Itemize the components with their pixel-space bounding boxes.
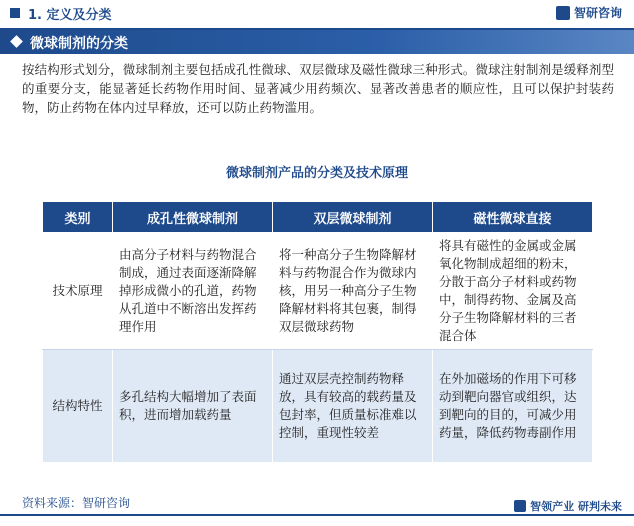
footer-logo-icon bbox=[514, 500, 526, 512]
row-category: 技术原理 bbox=[43, 233, 113, 350]
table-row bbox=[43, 233, 593, 350]
cell-magnetic: 在外加磁场的作用下可移动到靶向器官或组织，达到靶向的目的，可减少用药量，降低药物毒副作用 bbox=[433, 350, 593, 463]
brand-name: 智研咨询 bbox=[573, 6, 622, 20]
brand-logo bbox=[556, 4, 622, 21]
header-category: 类别 bbox=[43, 202, 113, 233]
diamond-icon bbox=[10, 35, 23, 48]
section-title-bar bbox=[0, 30, 634, 54]
cell-porous: 多孔结构大幅增加了表面积，进而增加载药量 bbox=[113, 350, 273, 463]
row-category: 结构特性 bbox=[43, 350, 113, 463]
bottom-divider bbox=[0, 514, 634, 516]
classification-table bbox=[42, 201, 593, 463]
brand-logo-icon bbox=[556, 6, 570, 20]
footer-slogan: 智领产业 研判未来 bbox=[530, 500, 622, 513]
section-title: 微球制剂的分类 bbox=[30, 36, 128, 52]
source-note: 资料来源：智研咨询 bbox=[22, 496, 131, 510]
cell-porous: 由高分子材料与药物混合制成，通过表面逐渐降解掉形成微小的孔道，药物从孔道中不断溶出发挥药理作用 bbox=[113, 233, 273, 350]
header-porous: 成孔性微球制剂 bbox=[113, 202, 273, 233]
intro-paragraph: 按结构形式划分，微球制剂主要包括成孔性微球、双层微球及磁性微球三种形式。微球注射制剂是缓释剂型的重要分支，能显著延长药物作用时间、显著减少用药频次、显著改善患者的顺应性，且可以保护封装药物，防止药物在体内过早释放，还可以防止药物滥用。 bbox=[22, 62, 614, 115]
top-header bbox=[0, 0, 634, 30]
section-label: 1. 定义及分类 bbox=[28, 8, 112, 23]
table-row bbox=[43, 350, 593, 463]
cell-double-layer: 通过双层壳控制药物释放，具有较高的载药量及包封率，但质量标准难以控制，重现性较差 bbox=[273, 350, 433, 463]
cell-double-layer: 将一种高分子生物降解材料与药物混合作为微球内核，用另一种高分子生物降解材料将其包裹，制得双层微球药物 bbox=[273, 233, 433, 350]
table-title: 微球制剂产品的分类及技术原理 bbox=[225, 166, 408, 181]
footer-logo bbox=[514, 498, 622, 514]
cell-magnetic: 将具有磁性的金属或金属氧化物制成超细的粉末，分散于高分子材料或药物中，制得药物、金属及高分子生物降解材料的三者混合体 bbox=[433, 233, 593, 350]
table-header-row bbox=[43, 202, 593, 233]
header-double-layer: 双层微球制剂 bbox=[273, 202, 433, 233]
section-marker-icon bbox=[10, 8, 20, 18]
header-magnetic: 磁性微球直接 bbox=[433, 202, 593, 233]
